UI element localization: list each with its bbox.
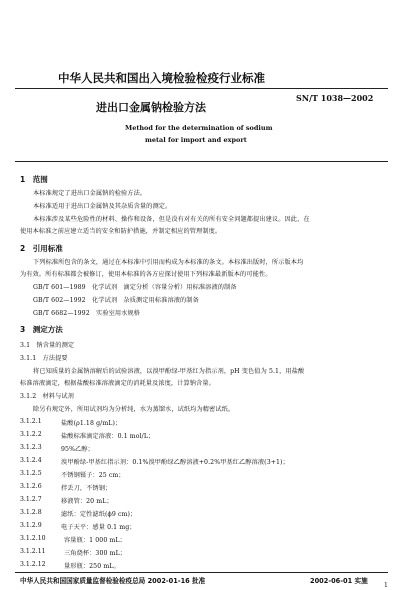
page-number: 1	[384, 582, 388, 589]
method-summary-a: 将已知质量的金属钠溶解后的试验溶液，以溴甲酚绿-甲基红为指示剂，pH 变色值为 5.1，用盐酸	[33, 368, 305, 375]
section-2-para-1b: 为有效。所有标准都会被修订，使用本标准的各方应探讨使用下列标准最新版本的可能性。	[20, 271, 272, 278]
english-title-line-2: metal for import and export	[145, 136, 247, 144]
issuing-body-header: 中华人民共和国出入境检验检疫行业标准	[58, 71, 265, 85]
item-3-1-2-11-num: 3.1.2.11	[20, 548, 46, 555]
item-3-1-2-2-num: 3.1.2.2	[20, 431, 42, 438]
section-2-heading: 2 引用标准	[20, 244, 63, 253]
item-3-1-2-10-num: 3.1.2.10	[20, 535, 46, 542]
item-3-1-2-6-num: 3.1.2.6	[20, 483, 42, 490]
item-3-1-2-12-num: 3.1.2.12	[20, 561, 46, 568]
section-1-para-1: 本标准规定了进出口金属钠的检验方法。	[33, 190, 147, 197]
item-3-1-2-6-text: 拌丢刀，不锈钢；	[61, 485, 112, 492]
footer-rule	[15, 572, 388, 573]
item-3-1-2-7-text: 移液管：20 mL；	[61, 498, 113, 505]
reference-standard-1: GB/T 601—1989 化学试剂 滴定分析（容量分析）用标准溶液的制备	[33, 284, 237, 291]
method-summary-b: 标准溶液滴定，根据盐酸标准溶液滴定的消耗量及浓度，计算钠含量。	[20, 380, 215, 387]
subsection-3-1: 3.1 钠含量的测定	[20, 342, 75, 349]
item-3-1-2-4-text: 溴甲酚绿-甲基红指示剂：0.1%溴甲酚绿乙醇溶液+0.2%甲基红乙醇溶液(3+1)；	[61, 459, 289, 466]
section-3-heading: 3 测定方法	[20, 325, 63, 334]
item-3-1-2-10-text: 容量瓶：1 000 mL；	[64, 537, 126, 544]
implementation-date: 2002-06-01 实施	[310, 577, 368, 585]
subsection-3-1-1: 3.1.1 方法提要	[20, 355, 68, 362]
item-3-1-2-8-num: 3.1.2.8	[20, 509, 42, 516]
header-rule	[15, 88, 388, 89]
section-1-para-2: 本标准适用于进出口金属钠及其杂质含量的测定。	[33, 203, 172, 210]
english-title-line-1: Method for the determination of sodium	[125, 124, 273, 132]
section-1-para-3b: 使用本标准之前应建立适当的安全和防护措施，并制定相应的管理制度。	[20, 228, 222, 235]
section-2-para-1a: 下列标准所包含的条文，通过在本标准中引用而构成为本标准的条文。本标准出版时，所示版本均	[33, 259, 304, 266]
item-3-1-2-5-text: 不锈钢镊子：25 cm；	[61, 472, 125, 479]
item-3-1-2-8-text: 滤纸：定性滤纸(ϕ9 cm)；	[61, 511, 137, 518]
standard-number: SN/T 1038—2002	[296, 93, 374, 103]
subsection-3-1-2: 3.1.2 材料与试剂	[20, 393, 74, 400]
item-3-1-2-9-num: 3.1.2.9	[20, 522, 42, 529]
item-3-1-2-5-num: 3.1.2.5	[20, 470, 42, 477]
reference-standard-2: GB/T 602—1992 化学试剂 杂质测定用标准溶液的制备	[33, 297, 199, 304]
item-3-1-2-4-num: 3.1.2.4	[20, 457, 42, 464]
item-3-1-2-12-text: 量形瓶：250 mL。	[64, 563, 120, 570]
item-3-1-2-2-text: 盐酸标准滴定溶液：0.1 mol/L；	[61, 433, 155, 440]
title-rule	[15, 161, 388, 162]
item-3-1-2-1-num: 3.1.2.1	[20, 418, 42, 425]
section-1-para-3a: 本标准涉及某些危险性的材料、操作和设备，但是没有对有关的所有安全问题都提出建议。因此，在	[33, 216, 310, 223]
item-3-1-2-11-text: 三角烧杯：300 mL；	[64, 550, 127, 557]
item-3-1-2-7-num: 3.1.2.7	[20, 496, 42, 503]
item-3-1-2-1-text: 盐酸(ρ1.18 g/mL)；	[61, 420, 122, 427]
item-3-1-2-3-text: 95%乙醇；	[61, 446, 94, 453]
item-3-1-2-3-num: 3.1.2.3	[20, 444, 42, 451]
reference-standard-3: GB/T 6682—1992 实验室用水规格	[33, 310, 141, 317]
item-3-1-2-9-text: 电子天平：感量 0.1 mg；	[61, 524, 136, 531]
approval-issuer: 中华人民共和国国家质量监督检验检疫总局 2002-01-16 批准	[20, 577, 206, 585]
materials-intro: 除另有规定外，所用试剂均为分析纯，水为蒸馏水，试纸均为精密试纸。	[33, 406, 235, 413]
document-title: 进出口金属钠检验方法	[96, 101, 206, 114]
section-1-heading: 1 范围	[20, 175, 48, 184]
